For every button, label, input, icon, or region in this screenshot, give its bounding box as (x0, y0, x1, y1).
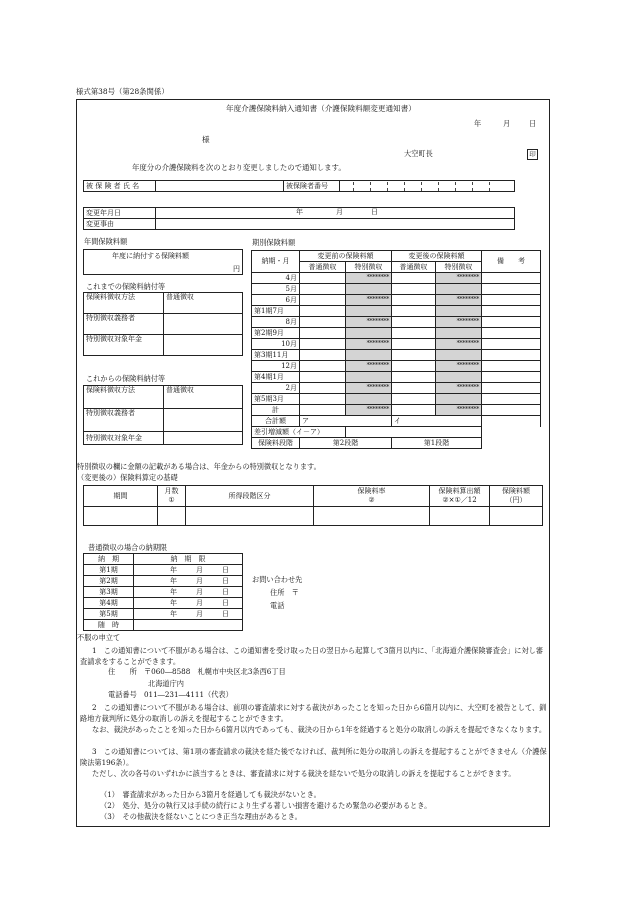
deadline-row (84, 609, 243, 620)
appeal-p3b: ただし、次の各号のいずれかに該当するときは、審査請求に対する裁決を経ないで処分の取消しの訴えを提起することができます。 (92, 769, 516, 778)
period-row (252, 350, 541, 361)
insured-name-field (156, 181, 284, 192)
col-before-normal: 普通徴収 (300, 262, 346, 273)
period-row-label: 8月 (252, 317, 300, 328)
period-note-cell (482, 383, 541, 394)
stage-label: 保険料段階 (252, 438, 300, 449)
period-special-cell (436, 306, 482, 317)
basis-cell (490, 507, 543, 526)
blank (482, 427, 541, 438)
col-after: 変更後の保険料額 (392, 251, 482, 262)
basis-col-header: 期間 (84, 486, 158, 507)
deadline-year: 年 (170, 588, 177, 596)
diff-value (346, 427, 482, 438)
period-row (252, 284, 541, 295)
appeal-item-2: （2） 処分、処分の執行又は手続の続行により生ずる著しい損害を避けるため緊急の必要があるとき。 (100, 801, 432, 810)
period-special-cell: ******** (436, 361, 482, 372)
period-special-cell (346, 284, 392, 295)
period-row (252, 372, 541, 383)
deadline-year: 年 (170, 577, 177, 585)
deadline-date (134, 609, 243, 620)
period-normal-cell (300, 339, 346, 350)
period-row-label: 第3期11月 (252, 350, 300, 361)
period-note-cell (482, 306, 541, 317)
future-heading: これからの保険料納付等 (86, 374, 166, 383)
period-normal-cell (392, 284, 436, 295)
past-table (83, 292, 243, 356)
period-special-cell (436, 394, 482, 405)
period-special-cell: ******** (436, 317, 482, 328)
period-special-cell: ******** (436, 383, 482, 394)
past-obligor-value (164, 314, 243, 335)
deadline-col-date: 納 期 限 (134, 554, 243, 565)
contact-address: 住所 〒 (270, 588, 299, 597)
date-year: 年 (474, 119, 482, 128)
basis-col-header: 保険料算出額 ②×①／12 (430, 486, 490, 507)
appeal-addr2: 北海道庁内 (148, 679, 184, 688)
deadline-date (134, 587, 243, 598)
form-number: 様式第38号（第28条関係） (76, 87, 169, 96)
period-note-cell (482, 295, 541, 306)
date-month: 月 (503, 119, 511, 128)
special-note: 特別徴収の欄に金額の記載がある場合は、年金からの特別徴収となります。 (77, 462, 321, 471)
deadline-date (134, 620, 243, 631)
deadline-term: 第3期 (84, 587, 134, 598)
annual-unit: 円 (233, 264, 240, 273)
period-special-cell (346, 306, 392, 317)
deadline-day: 日 (222, 599, 229, 607)
period-normal-cell (392, 273, 436, 284)
insured-name-label: 被 保 険 者 氏 名 (84, 181, 156, 192)
period-table (251, 250, 541, 449)
period-normal-cell (392, 339, 436, 350)
period-note-cell (482, 317, 541, 328)
period-special-cell (436, 284, 482, 295)
basis-col-header: 所得段階区分 (186, 486, 314, 507)
deadline-term: 第4期 (84, 598, 134, 609)
document-title: 年度介護保険料納入通知書（介護保険料額変更通知書） (226, 104, 416, 113)
deadline-row (84, 565, 243, 576)
change-date-label: 変更年月日 (84, 208, 156, 219)
contact-title: お問い合わせ先 (252, 575, 303, 584)
period-normal-cell (392, 383, 436, 394)
basis-table (83, 485, 543, 526)
period-normal-cell (392, 361, 436, 372)
future-pension-value (164, 432, 243, 445)
annual-label: 年度に納付する保険料額 (112, 252, 189, 260)
period-normal-cell (300, 284, 346, 295)
deadline-row (84, 598, 243, 609)
past-obligor-label: 特別徴収義務者 (84, 314, 164, 335)
deadline-table (83, 553, 243, 631)
period-normal-cell (392, 295, 436, 306)
deadline-row (84, 620, 243, 631)
contact-phone: 電話 (270, 601, 285, 610)
deadline-col-term: 納 期 (84, 554, 134, 565)
period-note-cell (482, 284, 541, 295)
period-special-cell (346, 372, 392, 383)
change-date-field (156, 208, 515, 219)
period-row-label: 第5期3月 (252, 394, 300, 405)
total-note (482, 416, 541, 427)
deadline-row (84, 587, 243, 598)
issuer: 大空町長 (404, 149, 433, 158)
change-day: 日 (371, 208, 378, 216)
deadline-date (134, 576, 243, 587)
annual-heading: 年間保険料額 (84, 237, 128, 246)
deadline-date (134, 565, 243, 576)
basis-cell (84, 507, 158, 526)
period-special-cell: ******** (346, 339, 392, 350)
future-table (83, 385, 243, 445)
appeal-p2b: なお、裁決があったことを知った日から6箇月以内であっても、裁決の日から1年を経過すると処分の取消しの訴えを提起できなくなります。 (92, 725, 547, 734)
period-special-cell: ******** (346, 317, 392, 328)
appeal-addr1: 住 所 〒060―8588 札幌市中央区北3条西6丁目 (108, 667, 286, 676)
period-special-cell (346, 350, 392, 361)
period-note-cell (482, 361, 541, 372)
deadline-year: 年 (170, 566, 177, 574)
period-special-cell: ******** (346, 405, 392, 416)
col-after-normal: 普通徴収 (392, 262, 436, 273)
future-obligor-label: 特別徴収義務者 (84, 409, 164, 432)
stage-after: 第1段階 (392, 438, 482, 449)
period-normal-cell (300, 306, 346, 317)
seal-mark: 印 (527, 149, 538, 160)
annual-table (83, 249, 243, 275)
col-after-special: 特別徴収 (436, 262, 482, 273)
col-before-special: 特別徴収 (346, 262, 392, 273)
basis-cell (158, 507, 186, 526)
period-row (252, 317, 541, 328)
period-row-label: 計 (252, 405, 300, 416)
appeal-p1: 1 この通知書について不服がある場合は、この通知書を受け取った日の翌日から起算して3箇月以内に、「北海道介護保険審査会」に対し審査請求をすることができます。 (80, 646, 544, 666)
period-row (252, 361, 541, 372)
past-method-label: 保険料徴収方法 (84, 293, 164, 314)
basis-col-header: 月数 ① (158, 486, 186, 507)
deadline-day: 日 (222, 566, 229, 574)
period-normal-cell (392, 328, 436, 339)
deadline-row (84, 576, 243, 587)
insured-table (83, 180, 515, 192)
period-normal-cell (392, 372, 436, 383)
period-special-cell (436, 372, 482, 383)
past-method-value: 普通徴収 (164, 293, 243, 314)
period-note-cell (482, 350, 541, 361)
change-table (83, 207, 515, 230)
basis-cell (314, 507, 430, 526)
period-normal-cell (300, 394, 346, 405)
intro-text: 年度分の介護保険料を次のとおり変更しましたので通知します。 (132, 163, 346, 172)
period-row-label: 10月 (252, 339, 300, 350)
change-month: 月 (336, 208, 343, 216)
total-a: ア (300, 416, 392, 427)
deadline-month: 月 (196, 577, 203, 585)
diff-label: 差引増減額（イ－ア） (252, 427, 346, 438)
appeal-heading: 不服の申立て (77, 633, 121, 642)
deadline-day: 日 (222, 577, 229, 585)
appeal-p2: 2 この通知書について不服がある場合は、前項の審査請求に対する裁決があったことを知った日から6箇月以内に、大空町を被告として、釧路地方裁判所に処分の取消しの訴えを提起することができます。 (80, 703, 547, 723)
period-normal-cell (300, 273, 346, 284)
period-normal-cell (300, 350, 346, 361)
period-row (252, 405, 541, 416)
period-row (252, 339, 541, 350)
deadline-term: 第2期 (84, 576, 134, 587)
col-note: 備 考 (482, 251, 541, 273)
basis-col-header: 保険料率 ② (314, 486, 430, 507)
annual-cell (84, 250, 243, 275)
col-term: 納期・月 (252, 251, 300, 273)
period-row (252, 383, 541, 394)
period-special-cell: ******** (346, 383, 392, 394)
basis-cell (186, 507, 314, 526)
period-special-cell: ******** (346, 295, 392, 306)
date-day: 日 (529, 119, 537, 128)
total-label: 合計額 (252, 416, 300, 427)
change-reason-field (156, 219, 515, 230)
deadline-day: 日 (222, 610, 229, 618)
deadline-year: 年 (170, 599, 177, 607)
future-method-label: 保険料徴収方法 (84, 386, 164, 409)
period-row (252, 295, 541, 306)
period-note-cell (482, 394, 541, 405)
deadline-month: 月 (196, 566, 203, 574)
period-special-cell: ******** (346, 361, 392, 372)
basis-heading: （変更後の）保険料算定の基礎 (77, 473, 178, 482)
change-year: 年 (296, 208, 303, 216)
period-row-label: 第2期9月 (252, 328, 300, 339)
future-obligor-value (164, 409, 243, 432)
period-note-cell (482, 372, 541, 383)
period-row-label: 6月 (252, 295, 300, 306)
appeal-item-3: （3） その他裁決を経ないことにつき正当な理由があるとき。 (100, 812, 302, 821)
period-normal-cell (300, 295, 346, 306)
period-normal-cell (392, 394, 436, 405)
period-special-cell (436, 328, 482, 339)
period-note-cell (482, 339, 541, 350)
period-row (252, 273, 541, 284)
period-normal-cell (392, 306, 436, 317)
appeal-p3: 3 この通知書については、第1項の審査請求の裁決を経た後でなければ、裁判所に処分の取消しの訴えを提起することができません（介護保険法第196条）。 (80, 747, 547, 767)
period-row-label: 5月 (252, 284, 300, 295)
period-row (252, 328, 541, 339)
period-row (252, 306, 541, 317)
deadline-year: 年 (170, 610, 177, 618)
period-special-cell: ******** (346, 273, 392, 284)
period-special-cell (436, 350, 482, 361)
period-normal-cell (300, 361, 346, 372)
period-note-cell (482, 273, 541, 284)
deadline-date (134, 598, 243, 609)
future-pension-label: 特別徴収対象年金 (84, 432, 164, 445)
deadline-month: 月 (196, 588, 203, 596)
future-method-value: 普通徴収 (164, 386, 243, 409)
basis-cell (430, 507, 490, 526)
period-row-label: 2月 (252, 383, 300, 394)
deadline-month: 月 (196, 599, 203, 607)
col-before: 変更前の保険料額 (300, 251, 392, 262)
period-row-label: 第4期1月 (252, 372, 300, 383)
deadline-month: 月 (196, 610, 203, 618)
period-normal-cell (300, 317, 346, 328)
deadline-term: 随 時 (84, 620, 134, 631)
period-normal-cell (392, 350, 436, 361)
period-row (252, 394, 541, 405)
period-row-label: 第1期7月 (252, 306, 300, 317)
basis-col-header: 保険料額 （円） (490, 486, 543, 507)
deadline-term: 第1期 (84, 565, 134, 576)
period-normal-cell (392, 317, 436, 328)
period-special-cell: ******** (436, 339, 482, 350)
period-normal-cell (300, 372, 346, 383)
deadline-day: 日 (222, 588, 229, 596)
deadline-term: 第5期 (84, 609, 134, 620)
total-i: イ (392, 416, 482, 427)
period-special-cell: ******** (436, 405, 482, 416)
past-pension-label: 特別徴収対象年金 (84, 335, 164, 356)
appeal-phone: 電話番号 011―231―4111（代表） (108, 690, 233, 699)
insured-number-label: 被保険者番号 (284, 181, 340, 192)
period-row-label: 4月 (252, 273, 300, 284)
past-pension-value (164, 335, 243, 356)
addressee-suffix: 様 (202, 135, 210, 144)
period-note-cell (482, 328, 541, 339)
period-special-cell (346, 328, 392, 339)
period-note-cell (482, 405, 541, 416)
period-normal-cell (300, 383, 346, 394)
deadline-heading: 普通徴収の場合の納期限 (88, 543, 168, 552)
period-normal-cell (300, 405, 346, 416)
blank (482, 438, 541, 449)
period-special-cell: ******** (436, 273, 482, 284)
period-special-cell: ******** (436, 295, 482, 306)
period-normal-cell (392, 405, 436, 416)
change-reason-label: 変更事由 (84, 219, 156, 230)
period-row-label: 12月 (252, 361, 300, 372)
period-heading: 期別保険料額 (252, 238, 296, 247)
period-normal-cell (300, 328, 346, 339)
period-special-cell (346, 394, 392, 405)
appeal-item-1: （1） 審査請求があった日から3箇月を経過しても裁決がないとき。 (100, 790, 321, 799)
stage-before: 第2段階 (300, 438, 392, 449)
past-heading: これまでの保険料納付等 (86, 282, 166, 291)
